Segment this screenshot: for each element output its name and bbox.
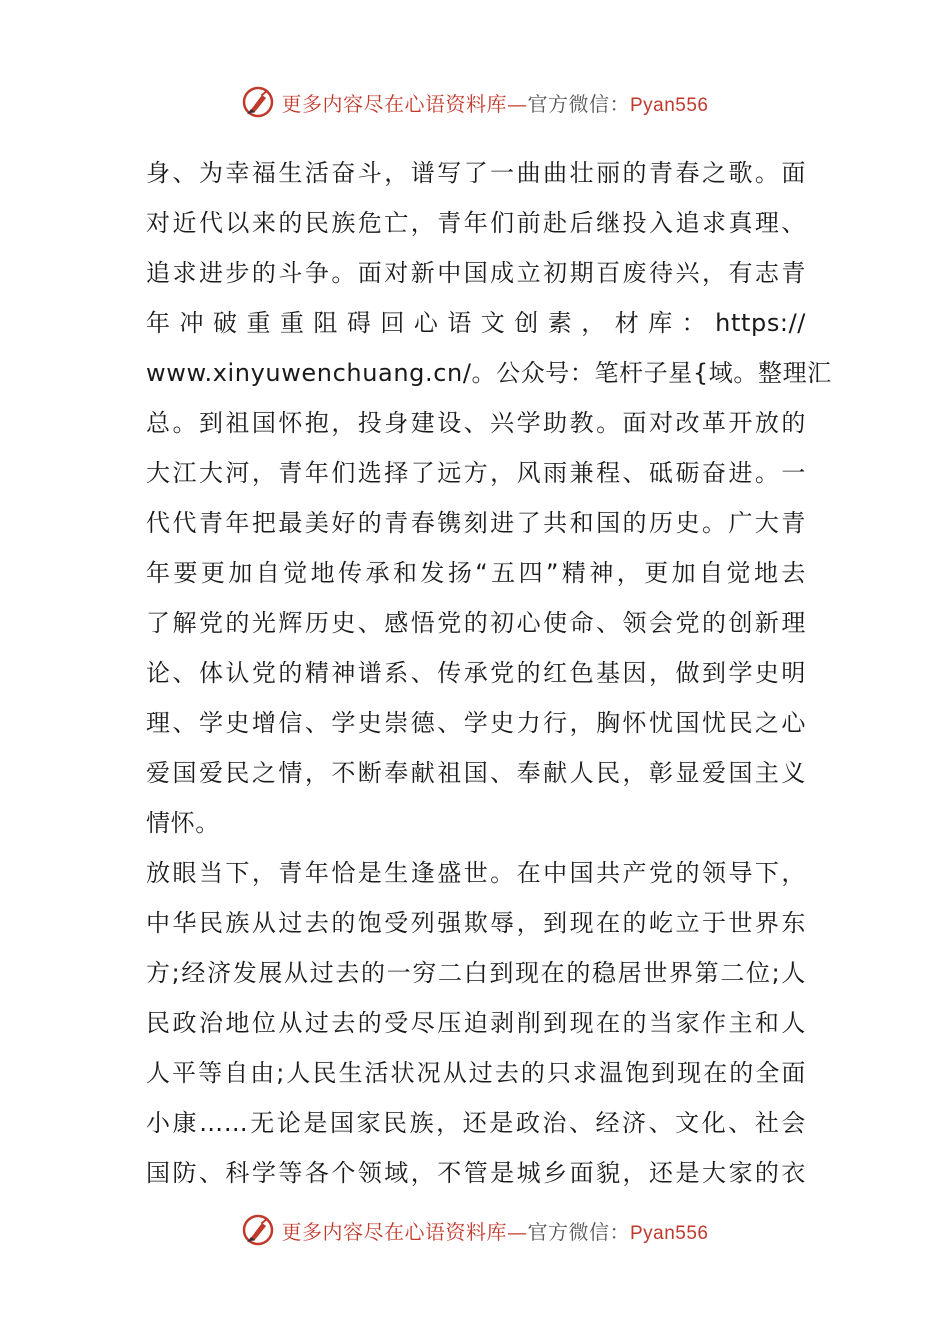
body-line: 人平等自由;人民生活状况从过去的只求温饱到现在的全面	[146, 1059, 806, 1087]
footer-banner-text	[281, 1216, 708, 1245]
body-line: www.xinyuwenchuang.cn/。公众号：笔杆子星{域。整理汇	[146, 359, 832, 387]
body-line: 情怀。	[146, 809, 220, 837]
body-line: 总。到祖国怀抱，投身建设、兴学助教。面对改革开放的	[146, 409, 806, 437]
footer-brand-text: 更多内容尽在心语资料库	[281, 1219, 507, 1244]
footer-wechat-label: 官方微信：	[527, 1219, 630, 1244]
body-line: 放眼当下，青年恰是生逢盛世。在中国共产党的领导下，	[146, 859, 806, 887]
body-line: 中华民族从过去的饱受列强欺辱，到现在的屹立于世界东	[146, 909, 806, 937]
body-line: 理、学史增信、学史崇德、学史力行，胸怀忧国忧民之心	[146, 709, 806, 737]
body-line: 国防、科学等各个领域，不管是城乡面貌，还是大家的衣	[146, 1159, 806, 1187]
header-banner	[0, 82, 950, 122]
footer-banner	[0, 1210, 950, 1250]
body-line: 论、体认党的精神谱系、传承党的红色基因，做到学史明	[146, 659, 806, 687]
body-line: 追求进步的斗争。面对新中国成立初期百废待兴，有志青	[146, 259, 806, 287]
body-line: 小康……无论是国家民族，还是政治、经济、文化、社会	[146, 1109, 806, 1137]
body-line: 爱国爱民之情，不断奉献祖国、奉献人民，彰显爱国主义	[146, 759, 806, 787]
pen-nib-logo-icon	[241, 1213, 275, 1247]
footer-dash: —	[506, 1219, 528, 1244]
header-wechat-label: 官方微信：	[527, 91, 630, 116]
body-line: 身、为幸福生活奋斗，谱写了一曲曲壮丽的青春之歌。面	[146, 159, 806, 187]
document-body	[146, 148, 832, 1198]
header-brand-text: 更多内容尽在心语资料库	[281, 91, 507, 116]
body-line: 大江大河，青年们选择了远方，风雨兼程、砥砺奋进。一	[146, 459, 806, 487]
header-banner-text	[281, 88, 708, 117]
body-line: 了解党的光辉历史、感悟党的初心使命、领会党的创新理	[146, 609, 806, 637]
body-line: 民政治地位从过去的受尽压迫剥削到现在的当家作主和人	[146, 1009, 806, 1037]
body-line: 年要更加自觉地传承和发扬“五四”精神，更加自觉地去	[146, 559, 806, 587]
body-line: 代代青年把最美好的青春镌刻进了共和国的历史。广大青	[146, 509, 806, 537]
header-dash: —	[506, 91, 528, 116]
pen-nib-logo-icon	[241, 85, 275, 119]
body-line: 方;经济发展从过去的一穷二白到现在的稳居世界第二位;人	[146, 959, 806, 987]
body-line: 年冲破重重阻碍回心语文创素，材库：https://	[146, 309, 806, 337]
header-account: Pyan556	[629, 94, 709, 116]
footer-account: Pyan556	[629, 1222, 709, 1244]
body-line: 对近代以来的民族危亡，青年们前赴后继投入追求真理、	[146, 209, 806, 237]
